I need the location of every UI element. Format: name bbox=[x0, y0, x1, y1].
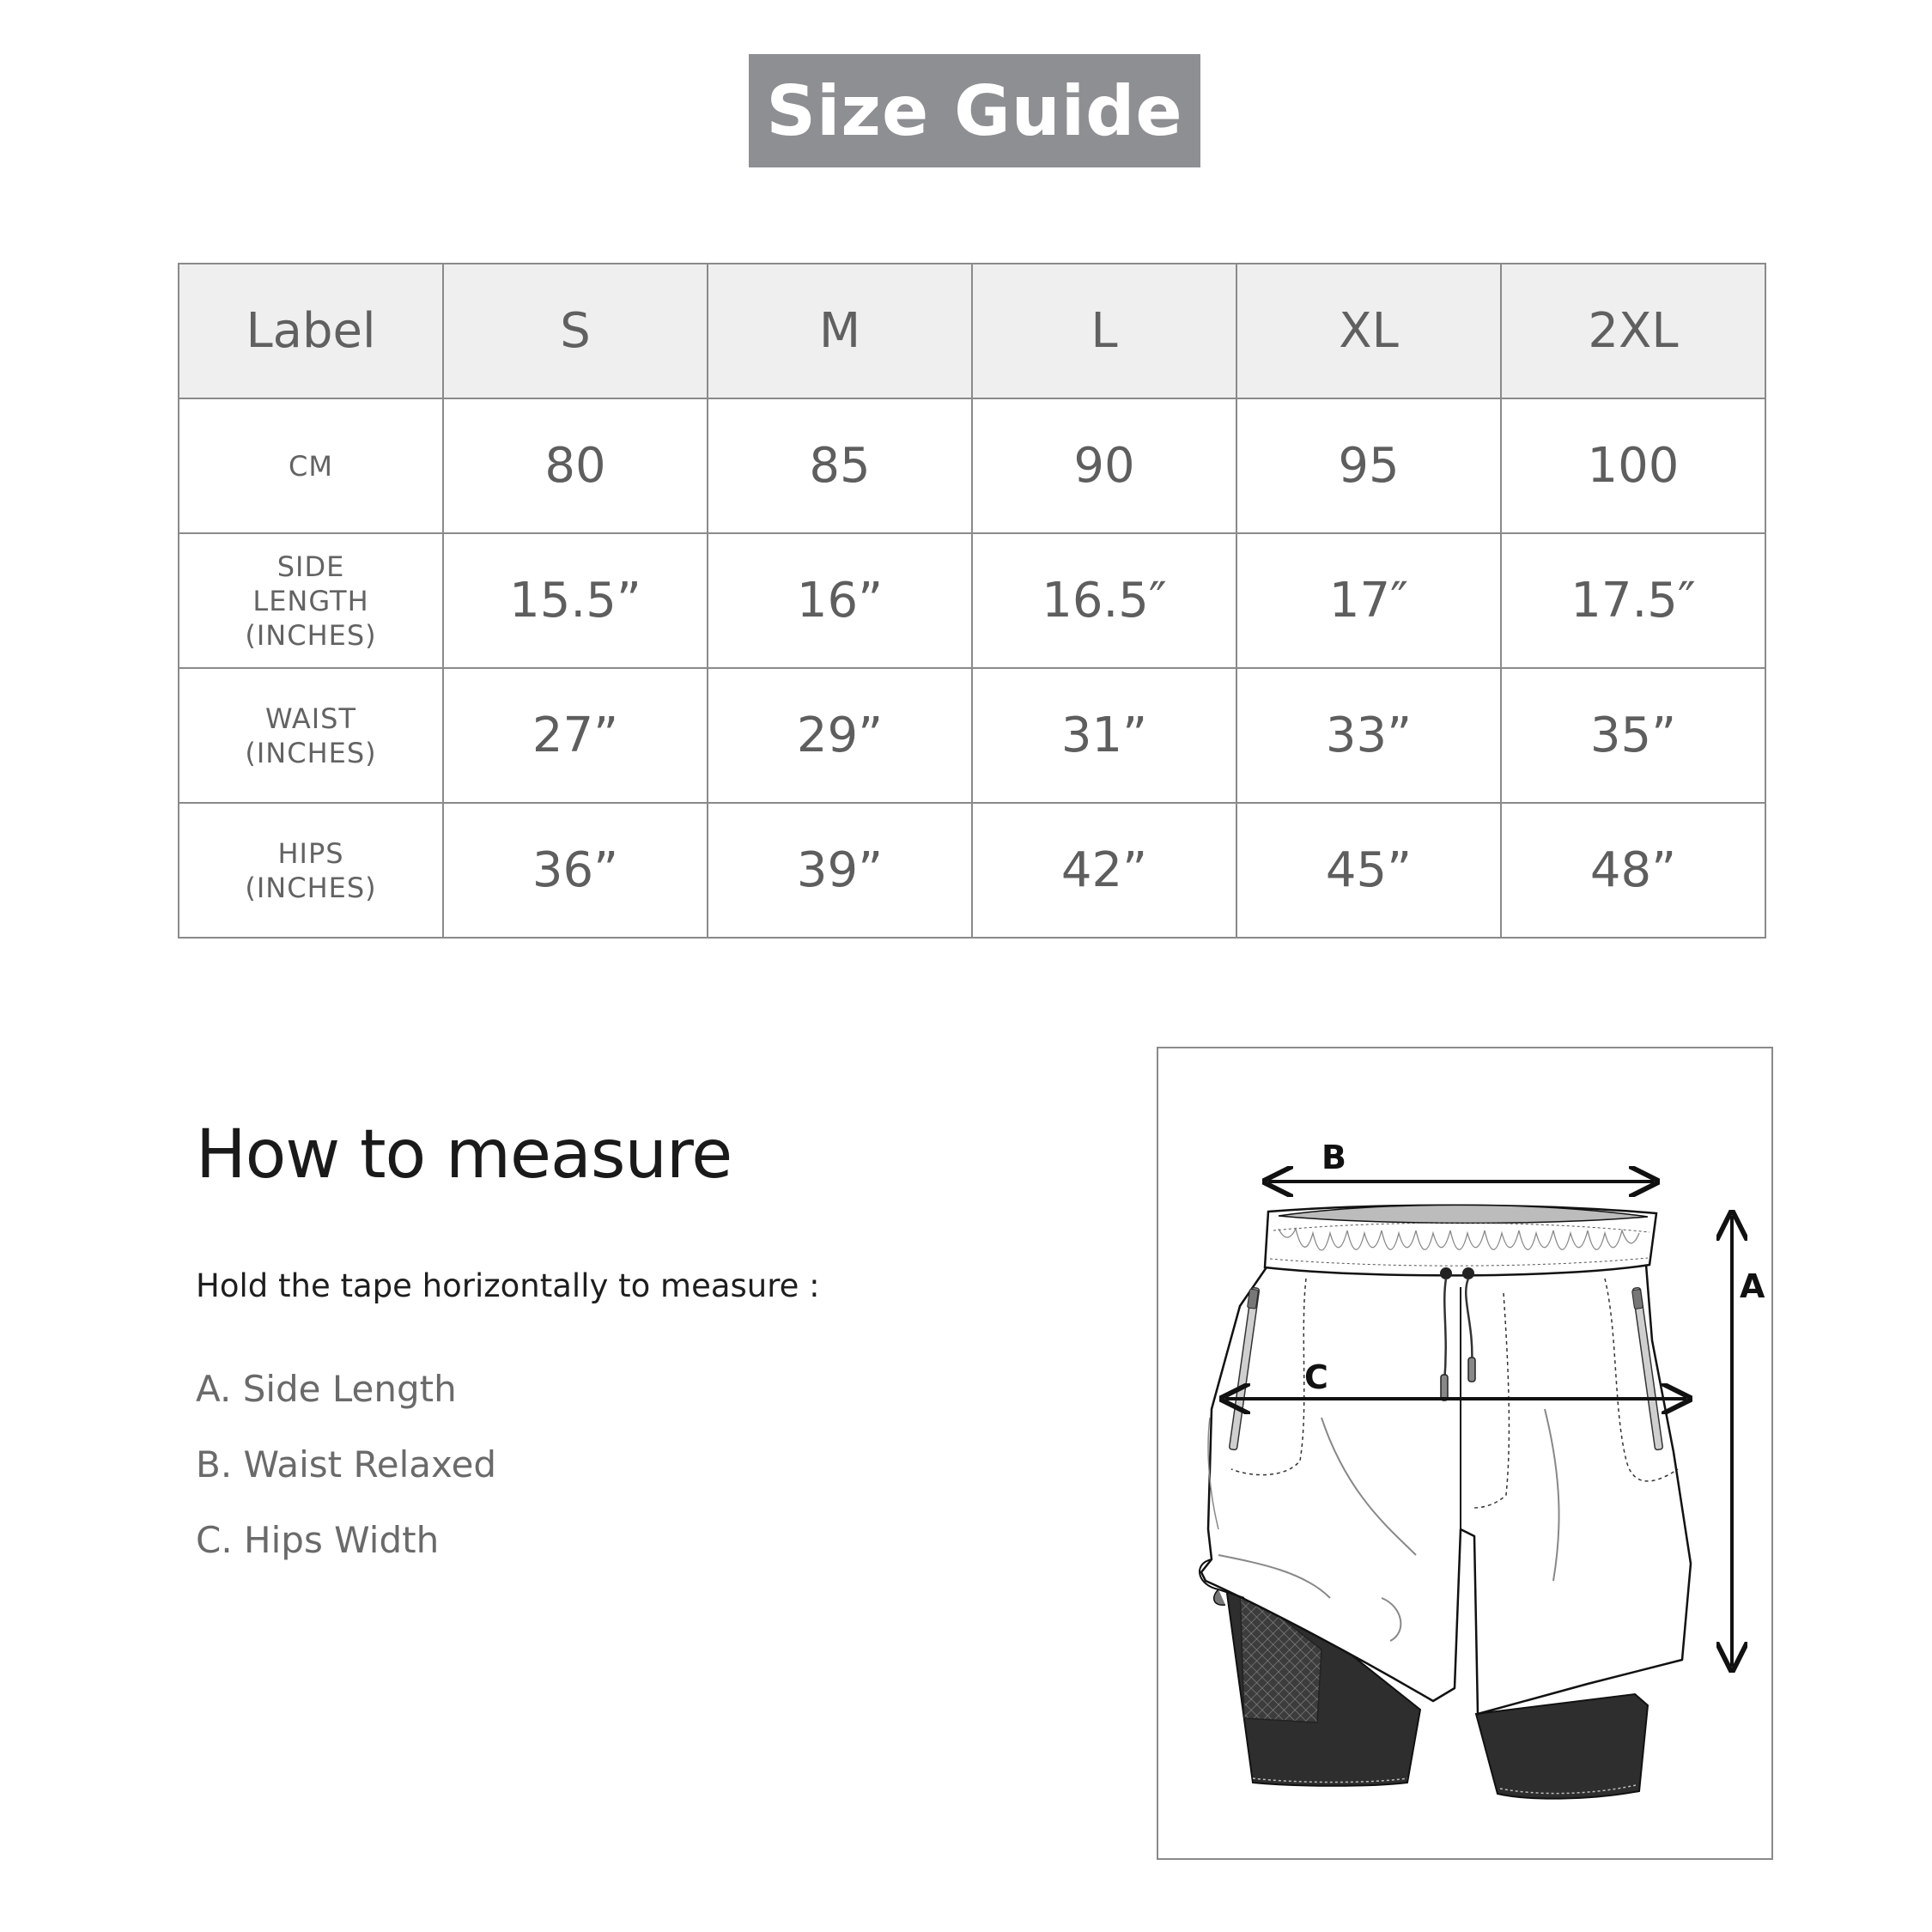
table-cell: 36” bbox=[443, 803, 708, 938]
table-header-row bbox=[179, 264, 1765, 398]
table-cell: 39” bbox=[708, 803, 972, 938]
row-label-waist bbox=[179, 668, 443, 803]
table-cell: 27” bbox=[443, 668, 708, 803]
row-label-line: WAIST bbox=[264, 702, 357, 735]
table-cell: 16” bbox=[708, 533, 972, 668]
row-label-side-length bbox=[179, 533, 443, 668]
list-item: C. Hips Width bbox=[196, 1519, 440, 1561]
header-size-2xl: 2XL bbox=[1501, 264, 1765, 398]
list-item: B. Waist Relaxed bbox=[196, 1443, 497, 1485]
label-c: C bbox=[1304, 1358, 1328, 1396]
table-row-waist bbox=[179, 668, 1765, 803]
table-cell: 80 bbox=[443, 398, 708, 533]
header-size-xl: XL bbox=[1236, 264, 1501, 398]
table-cell: 35” bbox=[1501, 668, 1765, 803]
table-cell: 16.5″ bbox=[972, 533, 1236, 668]
row-label-cm bbox=[179, 398, 443, 533]
table-cell: 45” bbox=[1236, 803, 1501, 938]
table-cell: 95 bbox=[1236, 398, 1501, 533]
size-table bbox=[178, 263, 1766, 939]
header-size-m: M bbox=[708, 264, 972, 398]
table-cell: 48” bbox=[1501, 803, 1765, 938]
table-cell: 15.5” bbox=[443, 533, 708, 668]
row-label-line: (INCHES) bbox=[245, 871, 377, 904]
table-row-hips bbox=[179, 803, 1765, 938]
table-row-cm bbox=[179, 398, 1765, 533]
header-size-s: S bbox=[443, 264, 708, 398]
row-label-line: CM bbox=[289, 449, 333, 483]
liner-right-leg bbox=[1476, 1694, 1648, 1799]
header-label: Label bbox=[179, 264, 443, 398]
header-size-l: L bbox=[972, 264, 1236, 398]
table-cell: 42” bbox=[972, 803, 1236, 938]
table-row-side-length bbox=[179, 533, 1765, 668]
row-label-hips bbox=[179, 803, 443, 938]
row-label-line: LENGTH bbox=[252, 584, 369, 617]
table-cell: 33” bbox=[1236, 668, 1501, 803]
list-item: A. Side Length bbox=[196, 1368, 457, 1410]
shorts-diagram bbox=[1158, 1048, 1771, 1858]
measure-instruction: Hold the tape horizontally to measure : bbox=[196, 1267, 820, 1304]
table-cell: 31” bbox=[972, 668, 1236, 803]
waistband bbox=[1265, 1205, 1656, 1275]
measure-list bbox=[196, 1365, 496, 1592]
shorts-diagram-frame bbox=[1157, 1047, 1773, 1860]
table-cell: 29” bbox=[708, 668, 972, 803]
table-cell: 85 bbox=[708, 398, 972, 533]
table-cell: 100 bbox=[1501, 398, 1765, 533]
row-label-line: SIDE bbox=[276, 550, 345, 583]
row-label-line: (INCHES) bbox=[245, 618, 377, 652]
row-label-line: HIPS bbox=[277, 836, 344, 870]
size-guide-title: Size Guide bbox=[749, 54, 1200, 167]
how-to-measure-heading: How to measure bbox=[196, 1116, 732, 1194]
label-a: A bbox=[1740, 1267, 1765, 1305]
label-b: B bbox=[1321, 1139, 1346, 1176]
table-cell: 17″ bbox=[1236, 533, 1501, 668]
row-label-line: (INCHES) bbox=[245, 736, 377, 769]
table-cell: 17.5″ bbox=[1501, 533, 1765, 668]
table-cell: 90 bbox=[972, 398, 1236, 533]
